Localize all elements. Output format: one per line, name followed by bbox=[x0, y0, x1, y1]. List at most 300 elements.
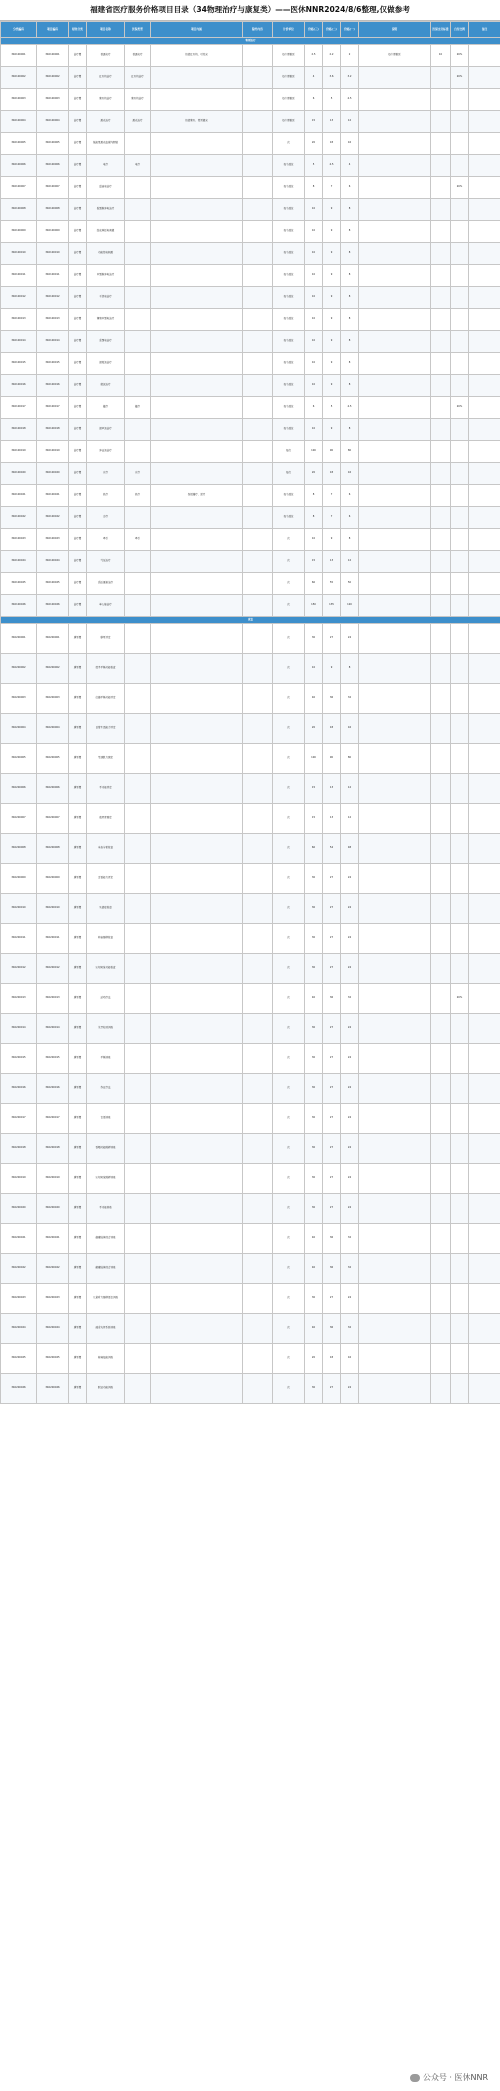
table-cell: 6 bbox=[341, 485, 359, 507]
table-cell bbox=[469, 654, 500, 684]
table-cell bbox=[243, 595, 273, 617]
table-cell bbox=[431, 624, 451, 654]
table-cell bbox=[431, 1014, 451, 1044]
table-cell bbox=[125, 1044, 151, 1074]
table-row bbox=[1, 507, 500, 529]
table-cell: 340200011 bbox=[1, 924, 37, 954]
table-row bbox=[1, 924, 500, 954]
table-cell bbox=[431, 67, 451, 89]
table-cell bbox=[359, 243, 431, 265]
table-cell bbox=[359, 1104, 431, 1134]
table-cell: 每个照射区 bbox=[273, 89, 305, 111]
table-cell: 54 bbox=[323, 834, 341, 864]
table-cell: 24 bbox=[341, 1104, 359, 1134]
table-cell bbox=[359, 1044, 431, 1074]
table-cell bbox=[431, 1194, 451, 1224]
table-cell bbox=[431, 573, 451, 595]
table-cell bbox=[125, 834, 151, 864]
table-cell: 4.5 bbox=[341, 397, 359, 419]
table-cell: 4 bbox=[305, 67, 323, 89]
table-cell: 36 bbox=[323, 684, 341, 714]
table-cell bbox=[151, 595, 243, 617]
table-cell bbox=[359, 834, 431, 864]
table-cell: 次 bbox=[273, 864, 305, 894]
table-cell: 治疗费 bbox=[69, 265, 87, 287]
table-cell bbox=[469, 984, 500, 1014]
table-cell bbox=[469, 221, 500, 243]
table-cell: 康复评定 bbox=[87, 624, 125, 654]
table-cell bbox=[359, 984, 431, 1014]
table-cell: 27 bbox=[323, 894, 341, 924]
table-cell bbox=[359, 507, 431, 529]
table-cell: 32 bbox=[341, 1314, 359, 1344]
table-cell: 18 bbox=[323, 133, 341, 155]
table-cell: 手功能训练 bbox=[87, 1194, 125, 1224]
table-cell: 340100010 bbox=[37, 243, 69, 265]
table-cell: 康复费 bbox=[69, 924, 87, 954]
table-cell: 340200024 bbox=[37, 1314, 69, 1344]
table-cell bbox=[151, 1314, 243, 1344]
table-row bbox=[1, 573, 500, 595]
table-cell bbox=[451, 1314, 469, 1344]
table-cell: 24 bbox=[341, 1194, 359, 1224]
table-cell bbox=[125, 331, 151, 353]
table-cell bbox=[451, 954, 469, 984]
table-row bbox=[1, 1194, 500, 1224]
table-cell bbox=[469, 804, 500, 834]
table-cell bbox=[243, 441, 273, 463]
table-cell bbox=[469, 924, 500, 954]
table-cell bbox=[469, 309, 500, 331]
table-cell bbox=[243, 1014, 273, 1044]
table-cell: 24 bbox=[341, 1014, 359, 1044]
table-row bbox=[1, 529, 500, 551]
table-cell: 16 bbox=[341, 463, 359, 485]
table-cell: 10 bbox=[305, 221, 323, 243]
table-cell bbox=[125, 177, 151, 199]
table-row bbox=[1, 1344, 500, 1374]
table-cell bbox=[431, 177, 451, 199]
table-cell: 30 bbox=[305, 1104, 323, 1134]
table-cell: 7 bbox=[323, 507, 341, 529]
table-cell: 次 bbox=[273, 551, 305, 573]
table-cell: 10 bbox=[305, 375, 323, 397]
table-cell: 次 bbox=[273, 954, 305, 984]
table-cell bbox=[125, 1284, 151, 1314]
table-cell bbox=[431, 111, 451, 133]
table-cell bbox=[243, 331, 273, 353]
table-cell: 24 bbox=[341, 1044, 359, 1074]
table-cell: 340200005 bbox=[1, 744, 37, 774]
table-cell bbox=[243, 463, 273, 485]
table-cell bbox=[469, 834, 500, 864]
table-cell: 340100005 bbox=[37, 133, 69, 155]
table-cell: 40 bbox=[305, 1224, 323, 1254]
table-cell: 30 bbox=[305, 624, 323, 654]
table-cell bbox=[151, 834, 243, 864]
table-cell: 60 bbox=[305, 834, 323, 864]
table-cell: 治疗费 bbox=[69, 89, 87, 111]
table-cell: 6 bbox=[305, 397, 323, 419]
table-cell: 吞咽功能障碍训练 bbox=[87, 1134, 125, 1164]
table-row bbox=[1, 243, 500, 265]
table-cell bbox=[469, 529, 500, 551]
table-cell: 3.2 bbox=[341, 67, 359, 89]
table-cell: 8 bbox=[341, 199, 359, 221]
table-cell bbox=[469, 1014, 500, 1044]
table-cell: 27 bbox=[323, 1374, 341, 1404]
table-cell bbox=[243, 551, 273, 573]
table-cell bbox=[451, 507, 469, 529]
table-cell bbox=[451, 331, 469, 353]
table-cell: 康复费 bbox=[69, 1164, 87, 1194]
table-cell: 康复费 bbox=[69, 864, 87, 894]
table-cell: 150 bbox=[305, 595, 323, 617]
table-cell: 9 bbox=[323, 331, 341, 353]
table-cell: 治疗费 bbox=[69, 419, 87, 441]
table-cell: 340100019 bbox=[37, 441, 69, 463]
table-cell bbox=[359, 624, 431, 654]
table-cell: 340100025 bbox=[1, 573, 37, 595]
table-cell bbox=[243, 177, 273, 199]
table-cell: 8 bbox=[341, 243, 359, 265]
table-cell: 治疗费 bbox=[69, 331, 87, 353]
table-cell: 16 bbox=[341, 133, 359, 155]
table-cell bbox=[151, 1044, 243, 1074]
table-cell: 340100019 bbox=[1, 441, 37, 463]
table-cell: 项目编码 bbox=[37, 22, 69, 38]
table-cell: 340200020 bbox=[1, 1194, 37, 1224]
table-cell: 治疗费 bbox=[69, 309, 87, 331]
table-cell bbox=[469, 1284, 500, 1314]
table-cell: 340100016 bbox=[37, 375, 69, 397]
table-cell: 32 bbox=[341, 1224, 359, 1254]
table-cell bbox=[469, 45, 500, 67]
table-cell: 30 bbox=[305, 1284, 323, 1314]
table-cell bbox=[151, 1344, 243, 1374]
table-cell: 关节松动训练 bbox=[87, 1014, 125, 1044]
table-row bbox=[1, 133, 500, 155]
table-cell bbox=[243, 924, 273, 954]
table-cell: 包括红外线、可见光 bbox=[151, 45, 243, 67]
table-cell: 340200017 bbox=[1, 1104, 37, 1134]
table-cell: 90 bbox=[323, 441, 341, 463]
table-cell bbox=[151, 353, 243, 375]
table-row bbox=[1, 684, 500, 714]
table-cell bbox=[125, 1344, 151, 1374]
table-cell: 调制中频电治疗 bbox=[87, 309, 125, 331]
table-cell: 13 bbox=[323, 804, 341, 834]
table-cell: 340100022 bbox=[37, 507, 69, 529]
table-cell bbox=[451, 463, 469, 485]
table-cell: 340200021 bbox=[1, 1224, 37, 1254]
table-row bbox=[1, 111, 500, 133]
table-cell bbox=[125, 984, 151, 1014]
table-cell: 340200002 bbox=[37, 654, 69, 684]
table-cell bbox=[243, 287, 273, 309]
table-cell bbox=[125, 353, 151, 375]
table-cell bbox=[359, 155, 431, 177]
table-cell bbox=[451, 834, 469, 864]
table-cell bbox=[151, 529, 243, 551]
table-cell bbox=[359, 375, 431, 397]
table-cell: 康复费 bbox=[69, 984, 87, 1014]
table-cell: 康复费 bbox=[69, 834, 87, 864]
table-cell bbox=[431, 894, 451, 924]
table-cell: 340100013 bbox=[37, 309, 69, 331]
table-cell: 340100005 bbox=[1, 133, 37, 155]
table-cell: 治疗费 bbox=[69, 485, 87, 507]
table-cell: 32 bbox=[341, 1254, 359, 1284]
table-cell bbox=[243, 774, 273, 804]
table-cell bbox=[431, 551, 451, 573]
table-cell bbox=[469, 1134, 500, 1164]
table-cell bbox=[125, 894, 151, 924]
table-cell bbox=[469, 1044, 500, 1074]
table-cell: 康复费 bbox=[69, 954, 87, 984]
table-cell bbox=[451, 1104, 469, 1134]
table-cell bbox=[151, 1104, 243, 1134]
table-cell: 失语症检查 bbox=[87, 894, 125, 924]
table-cell: 32 bbox=[341, 984, 359, 1014]
table-row bbox=[1, 894, 500, 924]
table-cell: 热疗 bbox=[125, 485, 151, 507]
table-cell bbox=[469, 894, 500, 924]
table-cell: 治疗费 bbox=[69, 133, 87, 155]
table-cell bbox=[469, 177, 500, 199]
table-cell: 340200011 bbox=[37, 924, 69, 954]
table-cell bbox=[243, 375, 273, 397]
table-cell: 言语训练 bbox=[87, 1104, 125, 1134]
table-cell: 340200010 bbox=[1, 894, 37, 924]
table-cell bbox=[359, 1374, 431, 1404]
table-cell: 次 bbox=[273, 1164, 305, 1194]
table-cell: 2 bbox=[341, 45, 359, 67]
table-cell: 27 bbox=[323, 1044, 341, 1074]
table-cell bbox=[469, 287, 500, 309]
table-cell bbox=[359, 265, 431, 287]
table-cell: 治疗费 bbox=[69, 507, 87, 529]
table-cell: 医保支付标准 bbox=[431, 22, 451, 38]
table-cell: 次 bbox=[273, 1134, 305, 1164]
table-cell bbox=[125, 551, 151, 573]
table-cell: 治疗费 bbox=[69, 243, 87, 265]
table-cell bbox=[469, 133, 500, 155]
table-cell bbox=[359, 744, 431, 774]
table-cell: 340100011 bbox=[37, 265, 69, 287]
table-cell: 每个部位 bbox=[273, 221, 305, 243]
table-row bbox=[1, 1164, 500, 1194]
table-cell bbox=[451, 243, 469, 265]
section-row bbox=[1, 617, 500, 624]
table-cell bbox=[359, 199, 431, 221]
table-cell bbox=[243, 1374, 273, 1404]
table-cell: 24 bbox=[341, 1374, 359, 1404]
table-cell bbox=[151, 221, 243, 243]
table-cell: 340200009 bbox=[1, 864, 37, 894]
table-cell: 步态分析检查 bbox=[87, 834, 125, 864]
table-cell: 10 bbox=[305, 353, 323, 375]
table-cell bbox=[469, 1104, 500, 1134]
table-cell bbox=[359, 654, 431, 684]
table-cell bbox=[431, 1224, 451, 1254]
table-cell: 治疗费 bbox=[69, 111, 87, 133]
table-cell: 340200013 bbox=[37, 984, 69, 1014]
table-cell bbox=[243, 1164, 273, 1194]
table-cell bbox=[431, 397, 451, 419]
table-cell: 340100016 bbox=[1, 375, 37, 397]
table-cell: 次 bbox=[273, 573, 305, 595]
table-cell: 340100025 bbox=[37, 573, 69, 595]
table-cell: 340200001 bbox=[1, 624, 37, 654]
table-cell bbox=[451, 133, 469, 155]
table-cell: 每个部位 bbox=[273, 309, 305, 331]
table-cell bbox=[359, 133, 431, 155]
table-cell: 每个部位 bbox=[273, 419, 305, 441]
table-cell: 康复费 bbox=[69, 1344, 87, 1374]
table-cell bbox=[125, 744, 151, 774]
table-cell bbox=[451, 199, 469, 221]
table-cell bbox=[431, 1104, 451, 1134]
table-cell: 每个部位 bbox=[273, 507, 305, 529]
table-cell: 40 bbox=[305, 684, 323, 714]
table-cell: 价格(一) bbox=[341, 22, 359, 38]
table-row bbox=[1, 654, 500, 684]
table-cell: 治疗费 bbox=[69, 177, 87, 199]
table-cell bbox=[469, 353, 500, 375]
table-cell bbox=[469, 864, 500, 894]
table-cell bbox=[359, 67, 431, 89]
table-cell bbox=[431, 1254, 451, 1284]
table-cell: 康复费 bbox=[69, 714, 87, 744]
table-row bbox=[1, 1374, 500, 1404]
table-row bbox=[1, 1044, 500, 1074]
table-cell: 次 bbox=[273, 744, 305, 774]
table-cell bbox=[359, 177, 431, 199]
table-row bbox=[1, 419, 500, 441]
table-cell: 治疗费 bbox=[69, 67, 87, 89]
table-cell: 运动疗法 bbox=[87, 984, 125, 1014]
table-cell: 30 bbox=[305, 1044, 323, 1074]
table-cell bbox=[243, 1344, 273, 1374]
table-cell: 30 bbox=[305, 1014, 323, 1044]
table-cell: 每个部位 bbox=[273, 331, 305, 353]
table-cell bbox=[451, 1044, 469, 1074]
table-cell bbox=[451, 864, 469, 894]
table-cell bbox=[243, 654, 273, 684]
table-cell bbox=[431, 309, 451, 331]
table-cell: 每次 bbox=[273, 463, 305, 485]
table-row bbox=[1, 1074, 500, 1104]
table-cell: 340200025 bbox=[37, 1344, 69, 1374]
table-cell: 30 bbox=[305, 924, 323, 954]
table-cell: 9 bbox=[323, 375, 341, 397]
table-cell: 红外线治疗 bbox=[87, 67, 125, 89]
table-row bbox=[1, 1314, 500, 1344]
table-cell: 除外内容 bbox=[243, 22, 273, 38]
table-cell: 100 bbox=[305, 441, 323, 463]
table-cell: 340100012 bbox=[37, 287, 69, 309]
table-cell bbox=[359, 924, 431, 954]
table-cell: 20 bbox=[305, 133, 323, 155]
table-cell: 30 bbox=[305, 1374, 323, 1404]
table-cell: 340200001 bbox=[37, 624, 69, 654]
table-cell: 直流电治疗 bbox=[87, 177, 125, 199]
table-cell: 计价单位 bbox=[273, 22, 305, 38]
table-cell bbox=[151, 954, 243, 984]
table-cell: 次 bbox=[273, 834, 305, 864]
table-cell: 8 bbox=[341, 654, 359, 684]
table-cell: 次 bbox=[273, 894, 305, 924]
table-cell bbox=[359, 529, 431, 551]
table-cell bbox=[359, 1314, 431, 1344]
table-cell: 340200010 bbox=[37, 894, 69, 924]
table-cell bbox=[451, 684, 469, 714]
table-cell bbox=[469, 89, 500, 111]
table-cell bbox=[359, 463, 431, 485]
table-cell: 4.5 bbox=[323, 155, 341, 177]
table-cell bbox=[243, 265, 273, 287]
table-row bbox=[1, 485, 500, 507]
table-cell: 10 bbox=[305, 654, 323, 684]
table-row bbox=[1, 177, 500, 199]
table-cell bbox=[469, 507, 500, 529]
table-cell bbox=[469, 419, 500, 441]
table-cell bbox=[431, 864, 451, 894]
table-cell bbox=[359, 89, 431, 111]
table-cell: 治疗费 bbox=[69, 155, 87, 177]
table-cell: 24 bbox=[341, 1284, 359, 1314]
table-cell: 仪器平衡功能评定 bbox=[87, 684, 125, 714]
table-cell bbox=[451, 551, 469, 573]
table-cell: 340100009 bbox=[1, 221, 37, 243]
table-cell bbox=[431, 1134, 451, 1164]
table-cell bbox=[243, 954, 273, 984]
table-cell: 治疗费 bbox=[69, 397, 87, 419]
table-cell: 9 bbox=[323, 199, 341, 221]
table-cell: 康复费 bbox=[69, 1104, 87, 1134]
table-cell bbox=[469, 1194, 500, 1224]
table-cell: 340100004 bbox=[37, 111, 69, 133]
table-cell: 冲击波治疗 bbox=[87, 441, 125, 463]
table-cell: 27 bbox=[323, 1134, 341, 1164]
table-cell: 康复费 bbox=[69, 1284, 87, 1314]
table-cell bbox=[243, 1314, 273, 1344]
table-cell: 100 bbox=[305, 744, 323, 774]
table-cell: 36 bbox=[323, 984, 341, 1014]
table-cell bbox=[451, 1074, 469, 1104]
table-cell: 康复费 bbox=[69, 1134, 87, 1164]
table-cell bbox=[469, 331, 500, 353]
table-cell bbox=[431, 1164, 451, 1194]
table-cell: 9 bbox=[323, 287, 341, 309]
table-cell: 27 bbox=[323, 1164, 341, 1194]
table-cell bbox=[243, 714, 273, 744]
table-cell: 13 bbox=[323, 111, 341, 133]
table-cell: 20 bbox=[305, 714, 323, 744]
table-row bbox=[1, 744, 500, 774]
table-cell: 6 bbox=[305, 89, 323, 111]
table-cell: 每个部位 bbox=[273, 265, 305, 287]
table-cell: 每个照射区 bbox=[359, 45, 431, 67]
table-cell: 30 bbox=[305, 1164, 323, 1194]
table-cell: 340100024 bbox=[37, 551, 69, 573]
table-cell: 干扰电治疗 bbox=[87, 287, 125, 309]
table-cell bbox=[431, 1284, 451, 1314]
table-cell bbox=[359, 573, 431, 595]
table-cell bbox=[469, 1344, 500, 1374]
table-cell: 备注 bbox=[469, 22, 500, 38]
